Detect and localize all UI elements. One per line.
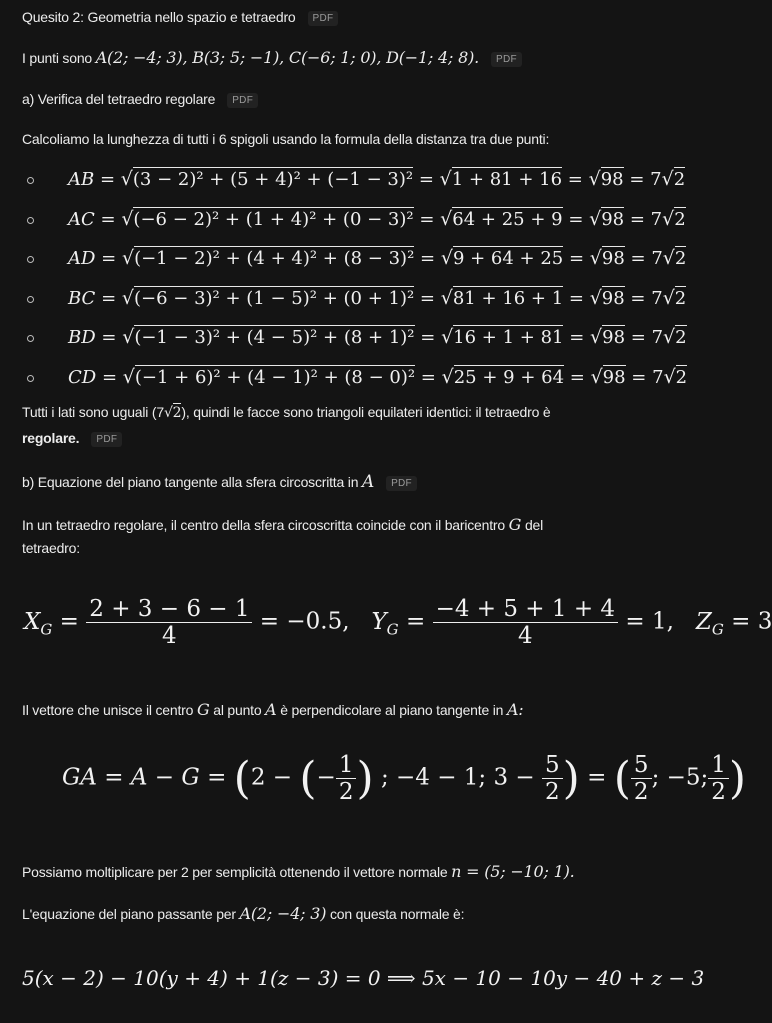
edge-equation: AD = √(−1 − 2)² + (4 + 4)² + (8 − 3)² = √9 + 64 + 25 = √98 = 7√2 [68, 247, 687, 269]
bullet-icon [27, 177, 34, 184]
centroid-equation: $X_G$ = $\frac{2 + 3 - 6 - 1}{4}$ = −0.5, $Y_G$ = $\frac{-4 + 5 + 1 + 4}{4}$ = 1, $Z_G = 3$ [24, 596, 772, 649]
section-title: Quesito 2: Geometria nello spazio e tetraedro PDF [22, 9, 338, 26]
conclusion-line-2: regolare. PDF [22, 430, 122, 447]
bullet-icon [27, 256, 34, 263]
plane-text: L'equazione del piano passante per A(2; −4; 3) con questa normale è: [22, 904, 465, 923]
sec-a-intro: Calcoliamo la lunghezza di tutti i 6 spigoli usando la formula della distanza tra due punti: [22, 131, 550, 147]
ga-equation: GA = A − G = (2 − (− $\frac{1}{2}$ ) ; −4 − 1; 3 − $\frac{5}{2}$ ) = ( $\frac{5}{2}$ ; −5; $\frac{1}{2}$ ) [62, 752, 747, 805]
normal-text: Possiamo moltiplicare per 2 per semplicità ottenendo il vettore normale n = (5; −10; 1). [22, 862, 575, 881]
sec-a-title: a) Verifica del tetraedro regolare PDF [22, 91, 258, 108]
pdf-button[interactable]: PDF [491, 52, 522, 67]
vector-text: Il vettore che unisce il centro G al punto A è perpendicolare al piano tangente in A: [22, 700, 524, 719]
sec-b-title: b) Equazione del piano tangente alla sfera circoscritta in A PDF [22, 472, 417, 492]
bullet-icon [27, 335, 34, 342]
pdf-button[interactable]: PDF [227, 93, 258, 108]
plane-equation: 5(x − 2) − 10(y + 4) + 1(z − 3) = 0 ⟹ 5x − 10 − 10y − 40 + z − 3 [22, 966, 705, 990]
bullet-icon [27, 217, 34, 224]
pdf-button[interactable]: PDF [386, 476, 417, 491]
edge-equation: AC = √(−6 − 2)² + (1 + 4)² + (0 − 3)² = √64 + 25 + 9 = √98 = 7√2 [68, 207, 686, 230]
edge-equation: AB = √(3 − 2)² + (5 + 4)² + (−1 − 3)² = √1 + 81 + 16 = √98 = 7√2 [68, 168, 686, 190]
edge-equation: BD = √(−1 − 3)² + (4 − 5)² + (8 + 1)² = √16 + 1 + 81 = √98 = 7√2 [68, 326, 687, 348]
conclusion-line-1: Tutti i lati sono uguali (7√2), quindi le facce sono triangoli equilateri identici: il tetraedro è [22, 404, 551, 421]
bullet-icon [27, 296, 34, 303]
pdf-button[interactable]: PDF [91, 432, 122, 447]
pdf-button[interactable]: PDF [308, 11, 339, 26]
bullet-icon [27, 375, 34, 382]
sec-b-intro-2: tetraedro: [22, 540, 80, 556]
sec-b-intro-1: In un tetraedro regolare, il centro della sfera circoscritta coincide con il baricentro G del [22, 515, 544, 534]
edge-equation: BC = √(−6 − 3)² + (1 − 5)² + (0 + 1)² = √81 + 16 + 1 = √98 = 7√2 [68, 286, 687, 309]
edge-equation: CD = √(−1 + 6)² + (4 − 1)² + (8 − 0)² = √25 + 9 + 64 = √98 = 7√2 [68, 365, 688, 388]
points-line: I punti sono A(2; −4; 3), B(3; 5; −1), C(−6; 1; 0), D(−1; 4; 8). PDF [22, 48, 522, 67]
